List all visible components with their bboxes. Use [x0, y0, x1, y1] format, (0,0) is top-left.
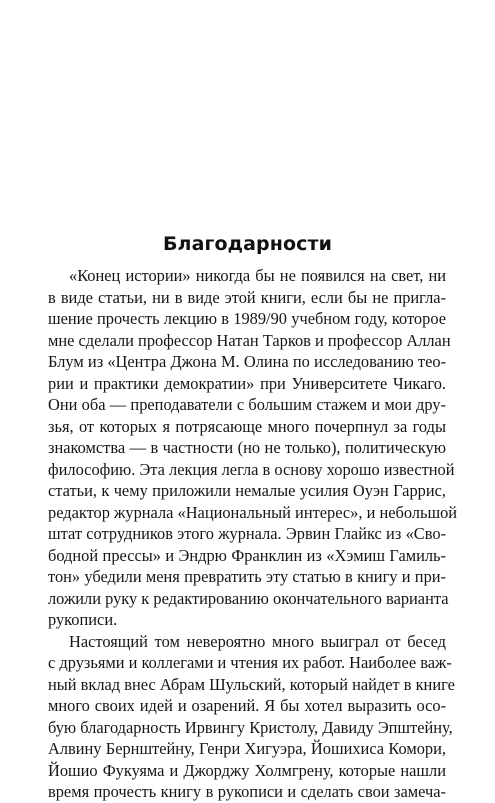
text-line: бую благодарность Ирвингу Кристолу, Давиду Эпштейну,	[48, 717, 453, 737]
text-line: много своих идей и озарений. Я бы хотел выразить осо-	[48, 696, 446, 715]
text-line: мне сделали профессор Натан Тарков и профессор Аллан	[48, 330, 451, 350]
text-line: бодной прессы» и Эндрю Франклин из «Хэмиш Гамиль-	[48, 545, 446, 565]
body-text	[48, 265, 458, 803]
text-line: с друзьями и коллегами и чтения их работ. Наиболее важ-	[48, 653, 452, 672]
text-line: Йошио Фукуяма и Джорджу Холмгрену, которые нашли	[48, 760, 446, 780]
text-line: время прочесть книгу в рукописи и сделать свои замеча-	[48, 782, 446, 801]
text-line: штат сотрудников этого журнала. Эрвин Глайкс из «Сво-	[48, 524, 446, 543]
text-line: «Конец истории» никогда бы не появился на свет, ни	[69, 266, 446, 285]
text-line: зья, от которых я потрясающе много почерпнул за годы	[48, 416, 446, 436]
text-line: статьи, к чему приложили немалые усилия Оуэн Гаррис,	[48, 481, 446, 500]
text-line: ный вклад внес Абрам Шульский, который найдет в книге	[48, 674, 455, 694]
text-line: редактор журнала «Национальный интерес», и небольшой	[48, 502, 458, 522]
section-heading: Благодарности	[162, 233, 333, 255]
text-line: Настоящий том невероятно много выиграл от бесед	[69, 631, 446, 651]
text-line: шение прочесть лекцию в 1989/90 учебном году, которое	[48, 309, 446, 328]
text-line: знакомства — в частности (но не только), политическую	[48, 438, 446, 457]
text-line: рии и практики демократии» при Университете Чикаго.	[48, 373, 446, 393]
text-line: Блум из «Центра Джона М. Олина по исследованию тео-	[48, 352, 446, 371]
text-line: ложили руку к редактированию окончательного варианта	[48, 588, 449, 608]
text-line: Они оба — преподаватели с большим стажем и мои дру-	[48, 395, 446, 414]
text-line: Алвину Бернштейну, Генри Хигуэра, Йошихиса Комори,	[48, 739, 446, 758]
text-line: тон» убедили меня превратить эту статью в книгу и при-	[48, 567, 446, 586]
text-line: рукописи.	[48, 610, 118, 629]
text-line: в виде статьи, ни в виде этой книги, если бы не пригла-	[48, 287, 446, 307]
text-line: философию. Эта лекция легла в основу хорошо известной	[48, 459, 455, 479]
